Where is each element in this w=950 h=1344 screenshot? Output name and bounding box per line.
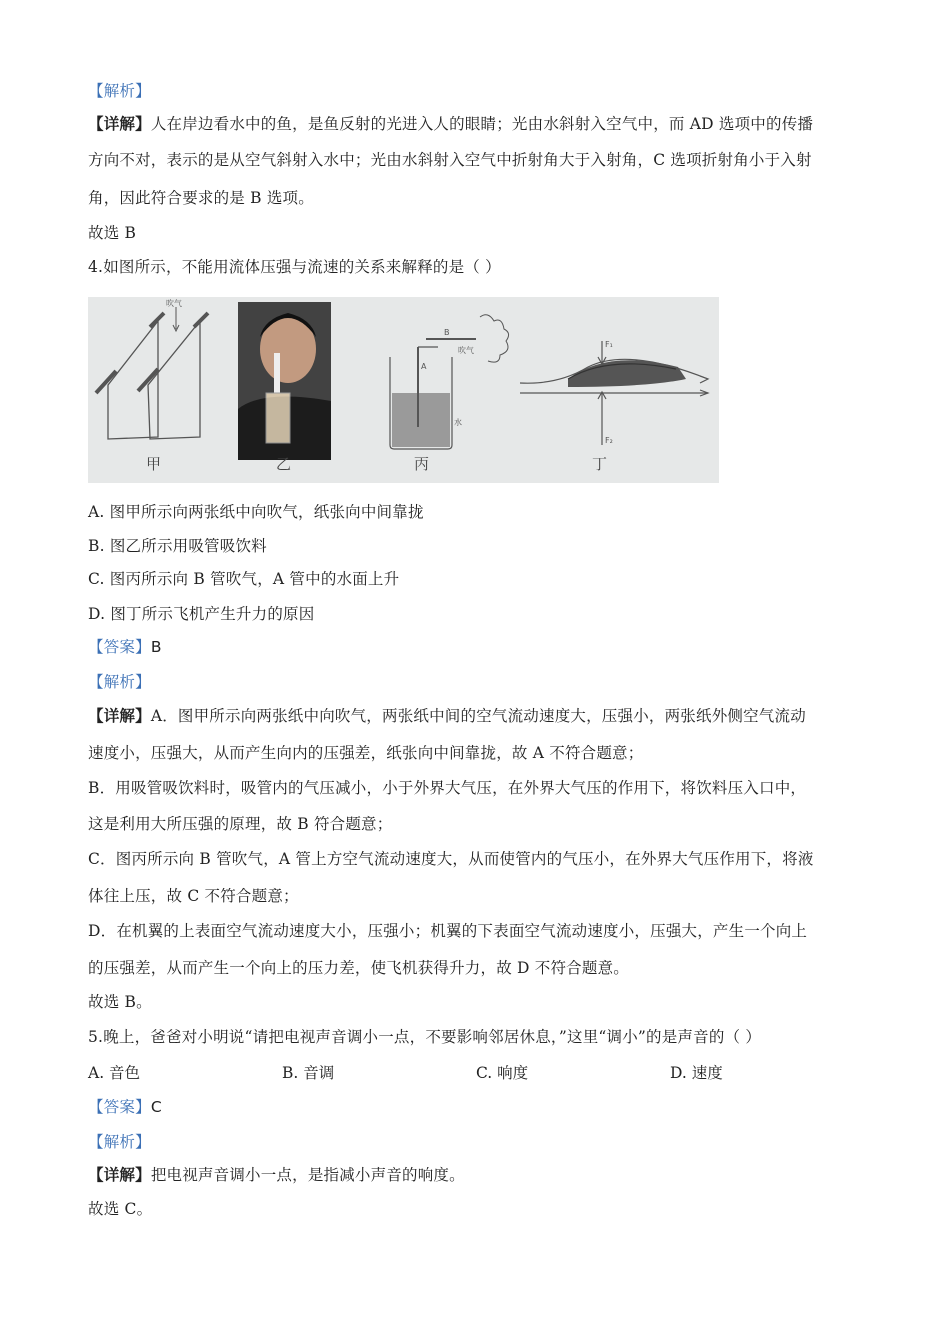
label-blow-1: 吹气 [166, 299, 182, 308]
figure-jia-paper [96, 307, 208, 439]
answer-value: C [150, 1098, 162, 1116]
label-B: B [444, 328, 450, 337]
figure-label-jia: 甲 [146, 455, 162, 473]
detail-line: D．在机翼的上表面空气流动速度大小，压强小；机翼的下表面空气流动速度小，压强大，产生一个向上 [88, 922, 808, 940]
option-a: A. 音色 [88, 1064, 141, 1082]
label-F2: F₂ [605, 436, 613, 445]
label-A: A [421, 362, 427, 371]
figure-drawing [88, 297, 719, 483]
detail-line: 这是利用大所压强的原理，故 B 符合题意； [88, 815, 393, 833]
option-b: B. 图乙所示用吸管吸饮料 [88, 537, 267, 555]
figure-label-bing: 丙 [414, 455, 430, 473]
detail-tag: 【详解】 [88, 1165, 151, 1184]
label-blow-2: 吹气 [458, 346, 474, 355]
answer-line [88, 1097, 878, 1117]
detail-paragraph [88, 1165, 878, 1185]
figure-ding-wing [520, 341, 708, 445]
detail-line: 把电视声音调小一点，是指减小声音的响度。 [150, 1166, 465, 1184]
conclusion: 故选 B [88, 224, 137, 242]
figure-label-ding: 丁 [592, 455, 608, 473]
analysis-tag: 【解析】 [88, 1133, 151, 1151]
label-F1: F₁ [605, 340, 613, 349]
detail-line: A．图甲所示向两张纸中向吹气，两张纸中间的空气流动速度大，压强小，两张纸外侧空气流动 [150, 707, 806, 725]
detail-line: 速度小，压强大，从而产生向内的压强差，纸张向中间靠拢，故 A 不符合题意； [88, 744, 644, 762]
question-stem: 5.晚上，爸爸对小明说“请把电视声音调小一点，不要影响邻居休息，”这里“调小”的是声音的（ ） [88, 1028, 762, 1046]
detail-tag: 【详解】 [88, 114, 151, 133]
answer-tag: 【答案】 [88, 1098, 151, 1116]
detail-tag: 【详解】 [88, 706, 151, 725]
detail-paragraph [88, 114, 878, 134]
detail-line: 人在岸边看水中的鱼，是鱼反射的光进入人的眼睛；光由水斜射入空气中，而 AD 选项中的传播 [150, 115, 814, 133]
option-a: A. 图甲所示向两张纸中向吹气，纸张向中间靠拢 [88, 503, 424, 521]
detail-line: C．图丙所示向 B 管吹气，A 管上方空气流动速度大，从而使管内的气压小，在外界大气压作用下，将液 [88, 850, 814, 868]
detail-line: 的压强差，从而产生一个向上的压力差，使飞机获得升力，故 D 不符合题意。 [88, 959, 629, 977]
detail-line: 方向不对，表示的是从空气斜射入水中；光由水斜射入空气中折射角大于入射角，C 选项折射角小于入射 [88, 151, 812, 169]
figure-label-yi: 乙 [276, 455, 292, 473]
option-c: C. 响度 [476, 1064, 529, 1082]
answer-value: B [150, 638, 162, 656]
label-water: 水 [454, 418, 462, 427]
figure-yi-photo [238, 302, 331, 460]
conclusion: 故选 B。 [88, 993, 152, 1011]
analysis-tag: 【解析】 [88, 673, 151, 691]
detail-paragraph [88, 706, 878, 726]
option-b: B. 音调 [282, 1064, 335, 1082]
analysis-tag: 【解析】 [88, 82, 151, 100]
detail-line: 角，因此符合要求的是 B 选项。 [88, 189, 314, 207]
option-d: D. 速度 [670, 1064, 723, 1082]
detail-line: B．用吸管吸饮料时，吸管内的气压减小，小于外界大气压，在外界大气压的作用下，将饮料压入口中， [88, 779, 807, 797]
detail-line: 体往上压，故 C 不符合题意； [88, 887, 299, 905]
question-figure [88, 297, 719, 483]
answer-tag: 【答案】 [88, 638, 151, 656]
question-stem: 4.如图所示，不能用流体压强与流速的关系来解释的是（ ） [88, 258, 501, 276]
conclusion: 故选 C。 [88, 1200, 153, 1218]
option-d: D. 图丁所示飞机产生升力的原因 [88, 605, 315, 623]
answer-line [88, 637, 878, 657]
option-c: C. 图丙所示向 B 管吹气，A 管中的水面上升 [88, 570, 400, 588]
